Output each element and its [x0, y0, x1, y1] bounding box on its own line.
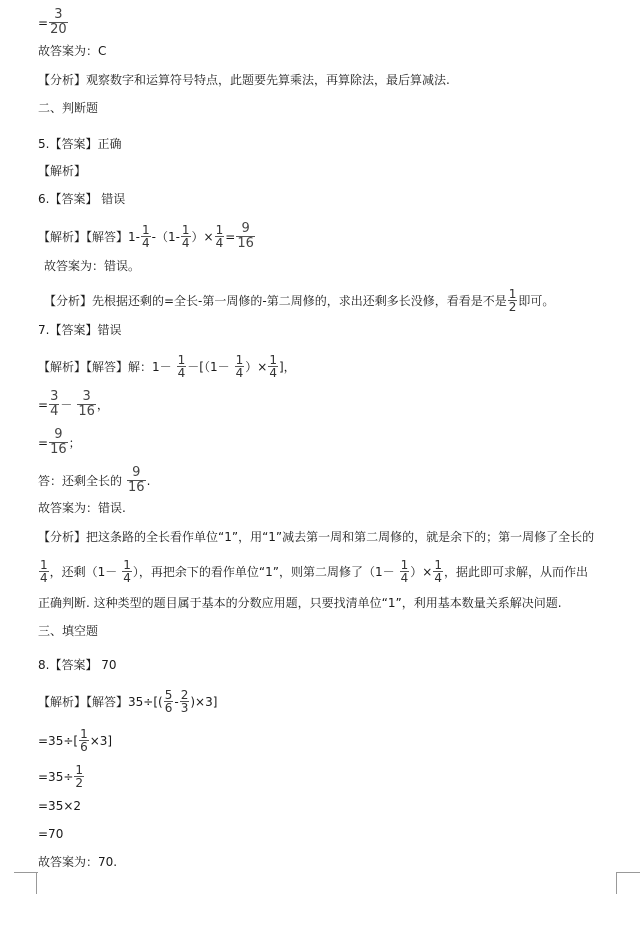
numerator: 3: [50, 389, 59, 404]
denominator: 4: [269, 366, 277, 380]
denominator: 4: [181, 236, 190, 250]
answer-7: 7.【答案】错误: [38, 323, 122, 337]
text: =: [225, 229, 236, 244]
text: -: [174, 694, 179, 709]
numerator: 9: [54, 427, 63, 442]
numerator: 1: [508, 287, 517, 301]
fraction: [79, 728, 89, 753]
text: 【分析】先根据还剩的=全长-第一周修的-第二周修的，求出还剩多长没修，看看是不是: [44, 293, 507, 308]
numerator: 1: [141, 223, 150, 237]
denominator: 20: [50, 22, 67, 37]
solution-6: [38, 222, 256, 251]
numerator: 2: [180, 688, 189, 702]
text: ）×: [410, 564, 433, 579]
step-line: [38, 428, 81, 457]
step-line: =70: [38, 827, 64, 841]
numerator: 1: [269, 353, 277, 367]
denominator: 4: [141, 236, 150, 250]
numerator: 1: [235, 353, 244, 367]
denominator: 2: [508, 300, 517, 314]
answer-line: 故答案为：C: [38, 44, 107, 58]
margin-mark: [14, 872, 37, 894]
numerator: 1: [434, 558, 442, 572]
denominator: 4: [434, 571, 442, 585]
fraction: [177, 354, 187, 379]
text: －[（1－: [187, 359, 230, 374]
text: 【解析】【解答】1-: [38, 229, 140, 244]
text: =: [38, 15, 49, 30]
conclusion-line: [38, 466, 150, 495]
text: 即可。: [518, 293, 555, 308]
answer-8: 8.【答案】 70: [38, 658, 117, 672]
text: 答：还剩全长的: [38, 473, 123, 488]
step-line: [38, 728, 112, 753]
text: ]，: [278, 359, 296, 374]
numerator: 5: [164, 688, 173, 702]
analysis-line: 【分析】把这条路的全长看作单位“1”，用“1”减去第一周和第二周修的，就是余下的；第一周修了全长的: [38, 530, 595, 544]
fraction: [215, 224, 225, 249]
answer-6: 6.【答案】 错误: [38, 192, 126, 206]
solution-8: [38, 689, 217, 714]
denominator: 16: [128, 480, 145, 495]
denominator: 4: [400, 571, 409, 585]
analysis-line-cont: [38, 559, 588, 584]
denominator: 16: [50, 442, 67, 457]
fraction: [180, 689, 190, 714]
denominator: 4: [123, 571, 131, 585]
fraction: [181, 224, 191, 249]
step-line: =35×2: [38, 799, 82, 813]
denominator: 2: [75, 776, 84, 790]
numerator: 9: [132, 465, 141, 480]
fraction: [49, 390, 59, 419]
fraction: [235, 354, 245, 379]
denominator: 6: [80, 740, 88, 754]
text: 【解析】【解答】35÷[(: [38, 694, 163, 709]
text: ），再把余下的看作单位“1”，则第二周修了（1－: [132, 564, 395, 579]
numerator: 1: [181, 223, 190, 237]
step-line: [38, 764, 85, 789]
text: =: [38, 397, 49, 412]
text: ）×: [191, 229, 214, 244]
denominator: 3: [180, 701, 189, 715]
numerator: 3: [54, 7, 63, 22]
numerator: 1: [215, 223, 224, 237]
fraction: [127, 466, 146, 495]
answer-line: 故答案为：错误。: [44, 259, 141, 273]
margin-mark: [14, 872, 38, 873]
text: .: [146, 473, 151, 488]
numerator: 1: [75, 763, 84, 777]
text: ）×: [245, 359, 268, 374]
fraction: [433, 559, 443, 584]
denominator: 4: [50, 404, 59, 419]
numerator: 1: [177, 353, 186, 367]
text: )×3]: [190, 694, 218, 709]
fraction: [39, 559, 49, 584]
text: -（1-: [151, 229, 180, 244]
fraction: [49, 428, 68, 457]
text: ×3]: [89, 733, 113, 748]
section-heading: 三、填空题: [38, 624, 99, 638]
explain-5: 【解析】: [38, 164, 87, 178]
margin-mark: [616, 872, 640, 873]
step-line: [38, 390, 109, 419]
fraction: [268, 354, 278, 379]
denominator: 6: [164, 701, 173, 715]
answer-line: 故答案为：70.: [38, 855, 118, 869]
numerator: 1: [80, 727, 88, 741]
analysis-line-cont: 正确判断. 这种类型的题目属于基本的分数应用题，只要找清单位“1”，利用基本数量关系解决问题.: [38, 596, 562, 610]
solution-7: [38, 354, 296, 379]
answer-line: 故答案为：错误.: [38, 501, 126, 515]
numerator: 3: [82, 389, 91, 404]
fraction: [236, 222, 255, 251]
numerator: 1: [40, 558, 48, 572]
denominator: 16: [237, 236, 254, 251]
text: ，: [96, 397, 109, 412]
numerator: 1: [123, 558, 131, 572]
fraction: [141, 224, 151, 249]
denominator: 16: [78, 404, 95, 419]
analysis-line: 【分析】观察数字和运算符号特点，此题要先算乘法，再算除法，最后算减法.: [38, 73, 450, 87]
text: =35÷: [38, 769, 74, 784]
numerator: 1: [400, 558, 409, 572]
fraction: [164, 689, 174, 714]
margin-mark: [616, 872, 639, 894]
expr-line-1: [38, 8, 69, 37]
numerator: 9: [241, 221, 250, 236]
fraction: [77, 390, 96, 419]
text: ，据此即可求解，从而作出: [443, 564, 588, 579]
fraction: [508, 288, 518, 313]
text: 【解析】【解答】解：1－: [38, 359, 172, 374]
fraction: [74, 764, 84, 789]
text: －: [60, 397, 73, 412]
denominator: 4: [40, 571, 48, 585]
analysis-line: [44, 288, 554, 313]
text: =35÷[: [38, 733, 79, 748]
text: ；: [68, 435, 81, 450]
denominator: 4: [215, 236, 224, 250]
text: ，还剩（1－: [49, 564, 118, 579]
answer-5: 5.【答案】正确: [38, 137, 122, 151]
text: =: [38, 435, 49, 450]
fraction: [49, 8, 68, 37]
section-heading: 二、判断题: [38, 101, 99, 115]
fraction: [400, 559, 410, 584]
fraction: [122, 559, 132, 584]
denominator: 4: [235, 366, 244, 380]
denominator: 4: [177, 366, 186, 380]
